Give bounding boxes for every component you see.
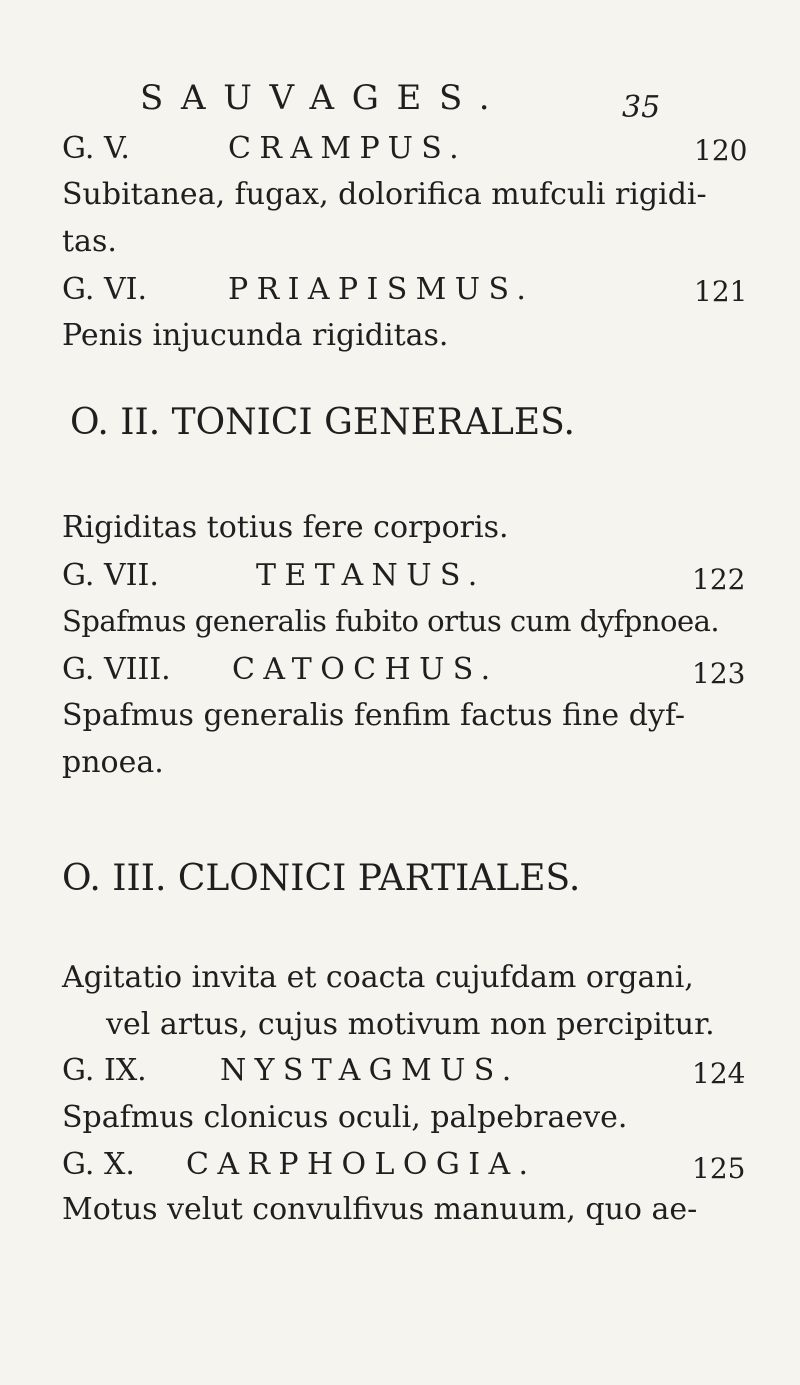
page-number: 35: [622, 90, 661, 125]
genus-label: G. V.: [62, 131, 130, 166]
genus-name: NYSTAGMUS.: [220, 1053, 520, 1088]
genus-name: CARPHOLOGIA.: [186, 1147, 537, 1182]
genus-number: 125: [692, 1152, 746, 1185]
genus-number: 120: [694, 134, 748, 167]
genus-name: PRIAPISMUS.: [228, 272, 535, 307]
genus-label: G. VII.: [62, 558, 159, 593]
genus-name: CRAMPUS.: [228, 131, 468, 166]
genus-description: pnoea.: [62, 745, 164, 780]
genus-label: G. X.: [62, 1147, 135, 1182]
genus-name: TETANUS.: [256, 558, 486, 593]
genus-number: 123: [692, 657, 746, 690]
genus-description: Subitanea, fugax, dolorifica mufculi rigidi-: [62, 177, 707, 212]
order-description: Agitatio invita et coacta cujufdam organi,: [62, 960, 694, 995]
genus-description: Spafmus generalis fubito ortus cum dyfpnoea.: [62, 604, 720, 638]
running-head-title: SAUVAGES.: [140, 78, 508, 118]
order-heading: O. II. TONICI GENERALES.: [70, 402, 576, 443]
order-description: vel artus, cujus motivum non percipitur.: [106, 1007, 715, 1042]
genus-label: G. VIII.: [62, 652, 171, 687]
genus-name: CATOCHUS.: [232, 652, 499, 687]
genus-description: tas.: [62, 224, 117, 259]
genus-description: Spafmus clonicus oculi, palpebraeve.: [62, 1100, 628, 1135]
genus-label: G. VI.: [62, 272, 148, 307]
genus-number: 122: [692, 563, 746, 596]
genus-description: Spafmus generalis fenfim factus fine dyf-: [62, 698, 686, 733]
genus-description: Motus velut convulfivus manuum, quo ae-: [62, 1192, 698, 1227]
order-heading: O. III. CLONICI PARTIALES.: [62, 858, 581, 899]
genus-number: 121: [694, 275, 748, 308]
genus-label: G. IX.: [62, 1053, 147, 1088]
genus-description: Penis injucunda rigiditas.: [62, 318, 449, 353]
genus-number: 124: [692, 1057, 746, 1090]
order-description: Rigiditas totius fere corporis.: [62, 510, 509, 545]
